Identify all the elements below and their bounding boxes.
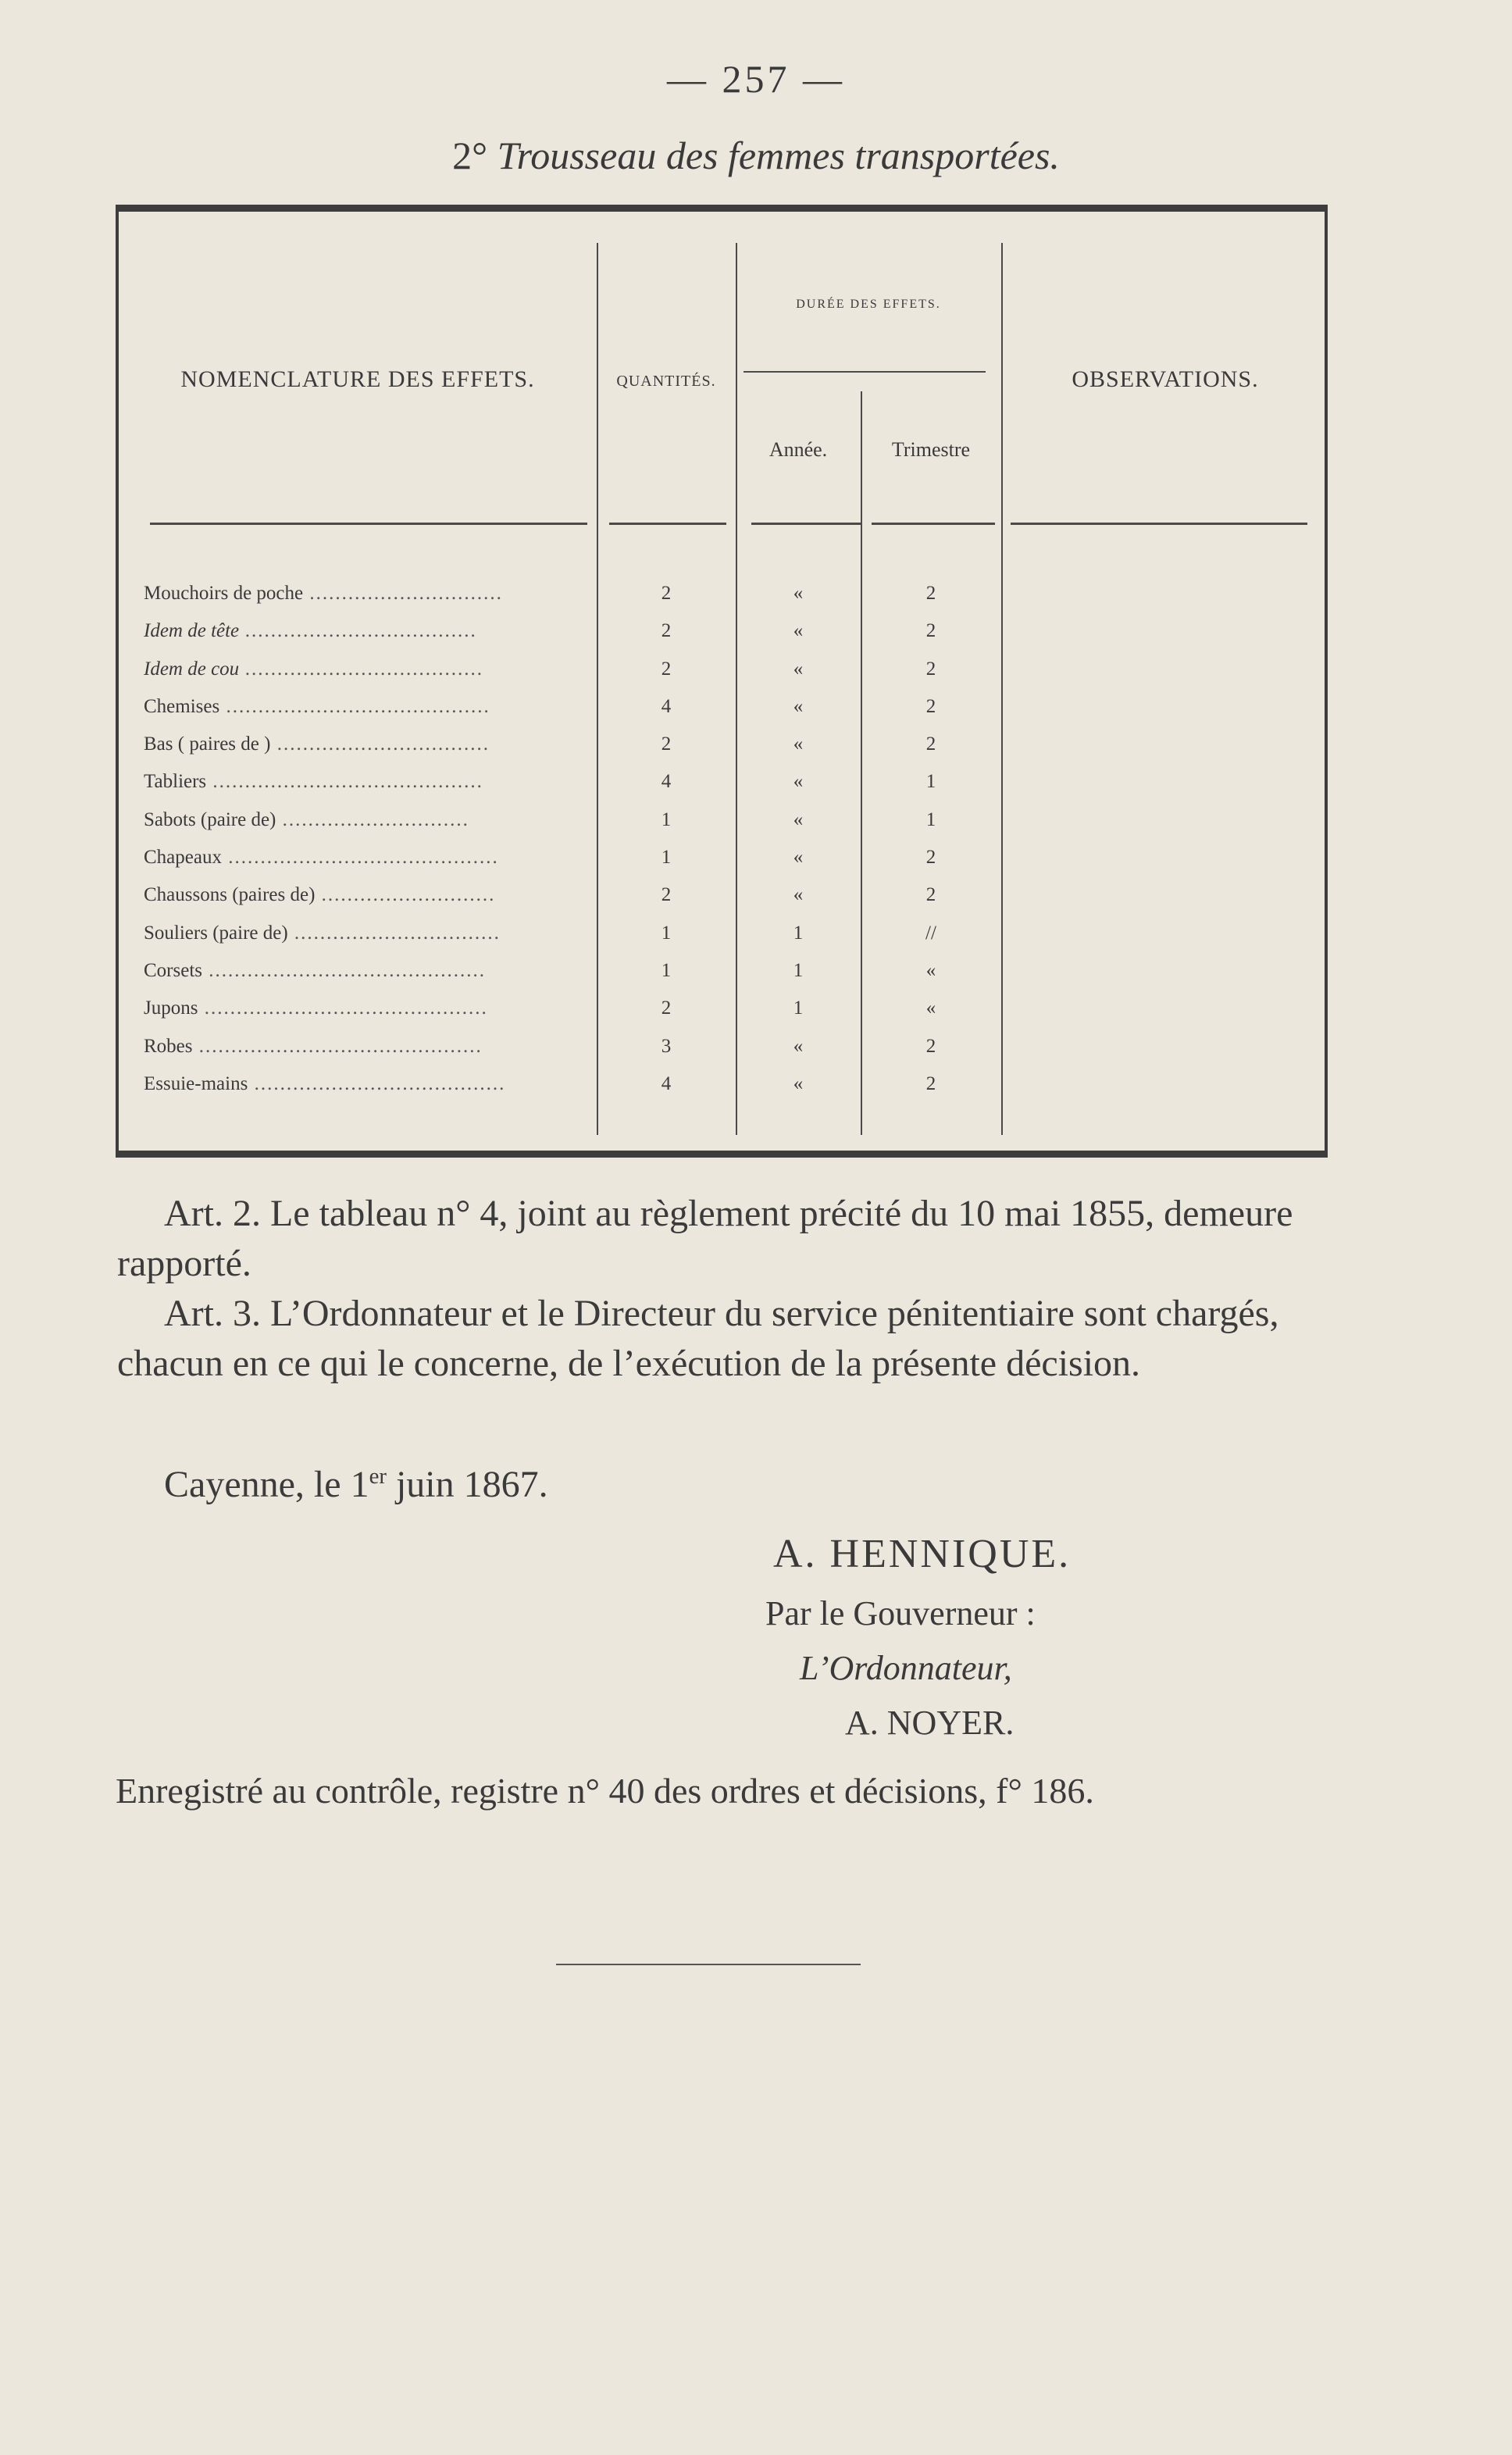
header-rule [150,523,587,525]
row-qty: 2 [661,620,672,642]
title-number: 2° [452,134,488,177]
row-qty: 1 [661,808,672,830]
header-rule [1011,523,1307,525]
row-qty: 4 [661,695,672,717]
header-annee: Année. [768,438,828,461]
table-row: Jupons ............................................ 2 1 « [144,997,1003,1035]
header-nomenclature: NOMENCLATURE DES EFFETS. [180,366,535,392]
row-annee: « [793,808,804,830]
row-annee: « [793,1035,804,1057]
row-trimestre: 2 [925,1072,936,1094]
header-quantites: QUANTITÉS. [616,373,716,390]
row-qty: 4 [661,771,672,793]
row-label: Sabots (paire de) [144,808,276,830]
row-label: Mouchoirs de poche [144,583,304,604]
row-qty: 2 [661,997,672,1019]
row-label: Idem de cou [144,658,240,680]
row-trimestre: // [925,922,936,944]
closing-rule [556,1964,861,1965]
table-body [144,583,1003,1111]
page-title [0,133,1512,178]
row-trimestre: 1 [925,771,936,793]
row-annee: « [793,847,804,869]
signature-signer: A. NOYER. [845,1704,1015,1742]
registration-note: Enregistré au contrôle, registre n° 40 des ordres et décisions, f° 186. [116,1771,1094,1811]
row-label: Essuie-mains [144,1072,248,1094]
row-qty: 2 [661,733,672,755]
header-rule [872,523,995,525]
trousseau-table [116,205,1328,1158]
signature-name: A. HENNIQUE. [773,1532,1072,1576]
row-annee: « [793,771,804,793]
row-qty: 2 [661,884,672,906]
table-row: Robes ............................................ 3 « 2 [144,1036,1003,1073]
row-label: Bas ( paires de ) [144,733,271,755]
table-row: Sabots (paire de) ............................. 1 « 1 [144,809,1003,847]
table-row: Idem de cou ..................................... 2 « 2 [144,658,1003,696]
table-row: Idem de tête .................................... 2 « 2 [144,620,1003,658]
date-sup: er [369,1464,387,1489]
row-annee: 1 [793,959,804,981]
row-qty: 2 [661,583,672,604]
row-qty: 1 [661,847,672,869]
table-row: Essuie-mains ....................................... 4 « 2 [144,1073,1003,1111]
signature-par: Par le Gouverneur : [765,1594,1036,1633]
row-trimestre: 2 [925,695,936,717]
header-duree: DURÉE DES EFFETS. [796,298,941,311]
row-label: Idem de tête [144,620,240,642]
row-label: Jupons [144,997,198,1019]
row-qty: 4 [661,1072,672,1094]
row-qty: 1 [661,959,672,981]
row-qty: 1 [661,922,672,944]
row-trimestre: 2 [925,884,936,906]
header-rule [751,523,862,525]
article-3: Art. 3. L’Ordonnateur et le Directeur du service pénitentiaire sont chargés, chacun en ce qui le concerne, de l’exécution de la présente décision. [117,1293,1279,1384]
row-label: Chemises [144,695,220,717]
date-line [164,1451,548,1510]
row-trimestre: 2 [925,658,936,680]
table-row: Corsets ........................................... 1 1 « [144,960,1003,997]
row-qty: 2 [661,658,672,680]
table-row: Chaussons (paires de) ........................... 2 « 2 [144,884,1003,922]
date-prefix: Cayenne, le 1 [164,1464,369,1505]
row-label: Chapeaux [144,847,222,869]
row-qty: 3 [661,1035,672,1057]
header-rule [609,523,726,525]
header-trimestre: Trimestre [891,438,971,461]
row-trimestre: 1 [925,808,936,830]
article-2: Art. 2. Le tableau n° 4, joint au règlement précité du 10 mai 1855, demeure rapporté. [117,1193,1293,1284]
row-annee: « [793,658,804,680]
row-label: Chaussons (paires de) [144,884,316,906]
date-suffix: juin 1867. [386,1464,548,1505]
row-annee: « [793,1072,804,1094]
row-trimestre: « [925,997,936,1019]
row-annee: 1 [793,997,804,1019]
table-row: Bas ( paires de ) ................................. 2 « 2 [144,733,1003,771]
row-trimestre: « [925,959,936,981]
table-row: Chemises ......................................... 4 « 2 [144,696,1003,733]
row-trimestre: 2 [925,733,936,755]
row-trimestre: 2 [925,1035,936,1057]
signature-role: L’Ordonnateur, [800,1649,1012,1687]
duree-brace [744,371,986,384]
row-trimestre: 2 [925,847,936,869]
row-trimestre: 2 [925,620,936,642]
row-annee: « [793,583,804,604]
row-label: Corsets [144,959,202,981]
title-text: Trousseau des femmes transportées. [497,134,1060,177]
table-row: Chapeaux .......................................... 1 « 2 [144,847,1003,884]
row-annee: « [793,884,804,906]
table-row: Mouchoirs de poche .............................. 2 « 2 [144,583,1003,620]
row-label: Tabliers [144,771,207,793]
row-annee: « [793,733,804,755]
row-annee: 1 [793,922,804,944]
row-annee: « [793,695,804,717]
row-trimestre: 2 [925,583,936,604]
page-number: — 257 — [667,57,845,101]
table-row: Souliers (paire de) ................................ 1 1 // [144,922,1003,960]
row-annee: « [793,620,804,642]
table-row: Tabliers .......................................... 4 « 1 [144,771,1003,808]
row-label: Robes [144,1035,193,1057]
row-label: Souliers (paire de) [144,922,288,944]
header-observations: OBSERVATIONS. [1072,366,1259,392]
